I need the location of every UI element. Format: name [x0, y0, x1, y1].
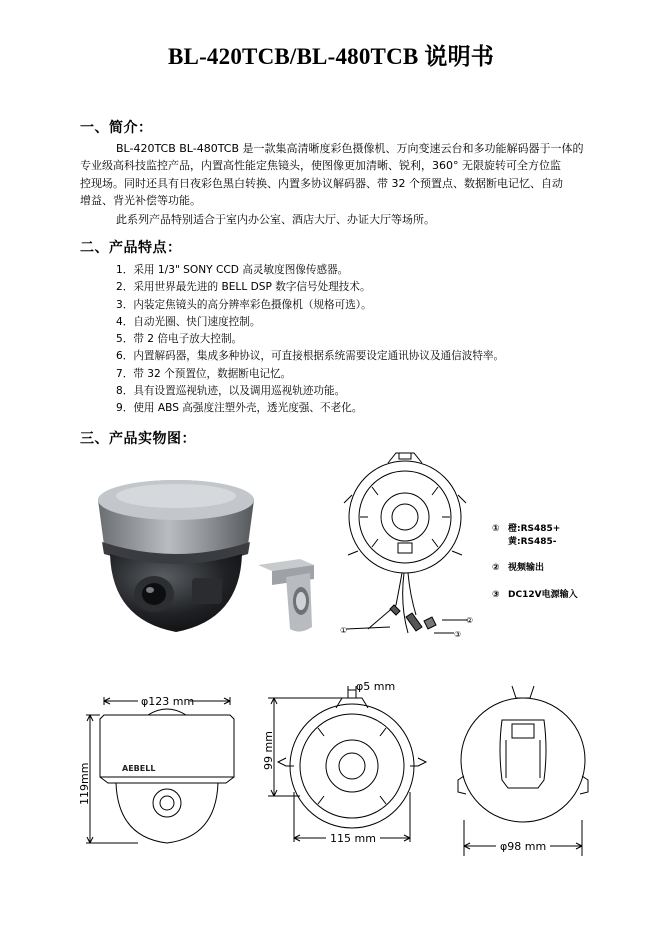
wall-bracket-photo — [256, 557, 318, 637]
feature-item: 2．采用世界最先进的 BELL DSP 数字信号处理技术。 — [116, 281, 371, 294]
back-width-label: φ98 mm — [500, 840, 547, 853]
bracket-height-label: 99 mm — [262, 731, 275, 770]
legend-item-1b: 黄:RS485- — [508, 537, 557, 547]
intro-line-4: 增益、背光补偿等功能。 — [80, 193, 201, 207]
bracket-line-drawing — [338, 455, 478, 645]
bracket-hole-label: φ5 mm — [356, 680, 396, 693]
feature-item: 7．带 32 个预置位，数据断电记忆。 — [116, 367, 292, 380]
callout-1: ① — [340, 626, 348, 635]
bracket-width-label: 115 mm — [330, 832, 376, 845]
legend-item-1a: 橙:RS485+ — [508, 524, 561, 534]
legend-num-3: ③ — [492, 590, 500, 600]
feature-item: 8．具有设置巡视轨迹，以及调用巡视轨迹功能。 — [116, 385, 346, 398]
feature-item: 1．采用 1/3" SONY CCD 高灵敏度图像传感器。 — [116, 264, 349, 276]
legend-item-2: 视频输出 — [508, 563, 545, 573]
feature-item: 6．内置解码器，集成多种协议，可直接根据系统需要设定通讯协议及通信波特率。 — [116, 350, 505, 363]
document-title: BL-420TCB/BL-480TCB 说明书 — [167, 44, 494, 69]
photos-heading: 三、产品实物图： — [80, 431, 196, 447]
intro-line-2: 专业级高科技监控产品，内置高性能定焦镜头，使图像更加清晰、锐利，360° 无限旋转可全方位监 — [80, 159, 561, 173]
intro-paragraph — [80, 140, 590, 209]
legend-item-3: DC12V电源输入 — [508, 590, 578, 600]
features-list — [116, 262, 504, 418]
back-dimension-drawing — [450, 680, 600, 855]
front-dimension-drawing — [78, 685, 248, 855]
front-width-label: φ123 mm — [141, 695, 195, 708]
legend-num-1: ① — [492, 524, 500, 534]
dome-camera-photo — [92, 470, 262, 640]
brand-logo-text: AEBELL — [122, 764, 156, 773]
intro-paragraph-2: 此系列产品特别适合于室内办公室、酒店大厅、办证大厅等场所。 — [116, 213, 435, 226]
feature-item: 4．自动光圈、快门速度控制。 — [116, 315, 261, 328]
feature-item: 9．使用 ABS 高强度注塑外壳，透光度强、不老化。 — [116, 402, 363, 415]
cable-legend — [490, 520, 610, 610]
front-height-label: 119mm — [78, 762, 91, 805]
intro-line-3: 控现场。同时还具有日夜彩色黑白转换、内置多协议解码器、带 32 个预置点、数据断电记忆、自动 — [80, 176, 563, 190]
feature-item: 5．带 2 倍电子放大控制。 — [116, 333, 243, 346]
callout-3: ③ — [454, 630, 462, 639]
callout-2: ② — [466, 616, 474, 625]
legend-num-2: ② — [492, 563, 500, 573]
intro-line-1: BL-420TCB BL-480TCB 是一款集高清晰度彩色摄像机、万向变速云台和多功能解码器于一体的 — [116, 142, 584, 155]
feature-item: 3．内装定焦镜头的高分辨率彩色摄像机（规格可选）。 — [116, 298, 372, 311]
intro-heading: 一、简介： — [80, 120, 153, 136]
bracket-dimension-drawing — [264, 672, 428, 857]
features-heading: 二、产品特点： — [80, 240, 182, 256]
